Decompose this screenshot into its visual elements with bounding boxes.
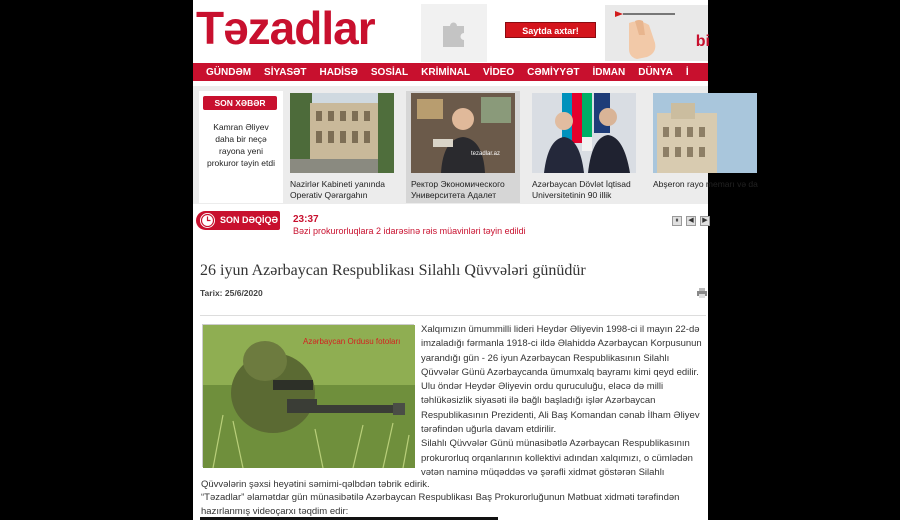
news-card[interactable] <box>648 91 762 203</box>
article-image[interactable] <box>202 324 414 467</box>
article-p3: “Təzadlar” əlamətdar gün münasibətilə Azərbaycan Respublikası Baş Prokurorluğunun Mətbuat xidməti tərəfindən hazırlanmış videoçarxı təqdim edir: <box>201 492 680 517</box>
son-xeber-text[interactable]: Kamran Əliyev daha bir neçə rayona yeni prokuror təyin etdi <box>206 122 276 168</box>
web-page <box>193 0 758 520</box>
news-card[interactable] <box>527 91 641 203</box>
nav-item-cemiyyet[interactable]: CƏMİYYƏT <box>527 66 580 78</box>
svg-text:tezadlar.az: tezadlar.az <box>471 151 501 157</box>
nav-item-idman[interactable]: İDMAN <box>592 66 626 78</box>
building-photo <box>290 93 394 173</box>
article-p2-continued: Qüvvələrin şəxsi heyətini səmimi-qəlbdən təbrik edirik. <box>201 479 430 490</box>
plugin-placeholder <box>421 4 487 62</box>
news-card[interactable] <box>406 91 520 203</box>
ad-text: bi <box>695 33 710 50</box>
pause-icon[interactable]: ⏸ <box>672 216 682 226</box>
nav-item-sosial[interactable]: SOSİAL <box>370 66 409 78</box>
article-title: 26 iyun Azərbaycan Respublikası Silahlı Qüvvələri günüdür <box>200 262 586 279</box>
man-portrait-photo <box>411 93 515 173</box>
news-card[interactable] <box>285 91 399 203</box>
son-deqiqe-badge <box>196 211 280 230</box>
son-deqiqe-ticker <box>196 210 708 236</box>
image-caption-label: Azərbaycan Ordusu fotoları <box>303 337 401 346</box>
nav-item-more[interactable]: İ <box>685 66 689 78</box>
previous-icon[interactable]: ◀ <box>686 216 696 226</box>
puzzle-icon <box>437 16 471 50</box>
nav-item-video[interactable]: VİDEO <box>483 66 515 78</box>
son-xeber-badge: SON XƏBƏR <box>203 96 277 110</box>
news-card-caption[interactable]: Ректор Экономического Университета Адалет <box>411 179 505 200</box>
news-card-caption[interactable]: Abşeron rayo memarı və da <box>653 179 758 189</box>
main-nav <box>193 63 708 81</box>
article-date <box>200 288 263 298</box>
site-logo[interactable]: Təzadlar <box>196 2 375 54</box>
date-label: Tarix: <box>200 288 223 298</box>
nav-item-dunya[interactable]: DÜNYA <box>638 66 673 78</box>
news-card-image[interactable] <box>411 93 515 173</box>
son-xeber-box[interactable] <box>199 91 283 203</box>
print-icon[interactable] <box>696 287 708 299</box>
site-search-button[interactable]: Saytda axtar! <box>505 22 596 38</box>
news-card-caption[interactable]: Nazirlər Kabineti yanında Operativ Qərargahın <box>290 179 385 200</box>
award-ceremony-photo <box>532 93 636 173</box>
news-strip <box>193 86 758 204</box>
news-card-image[interactable] <box>532 93 636 173</box>
date-value: 25/6/2020 <box>224 288 263 298</box>
nav-item-siyaset[interactable]: SİYASƏT <box>264 66 307 78</box>
news-card-caption[interactable]: Azərbaycan Dövlət İqtisad Universitetinin 90 illik <box>532 179 631 200</box>
article-paragraph <box>421 323 708 480</box>
ticker-time: 23:37 <box>293 214 319 225</box>
article-p1: Xalqımızın ümummilli lideri Heydər Əliyevin 1998-ci il mayın 22-də imzaladığı fərmanla 1918-ci ildə Əlahiddə Azərbaycan Korpusunun yarandığı gün - 26 iyun Azərbaycan Respublikasının Silahlı Qüvvələr Günü Azərbaycanda ümumxalq bayramı kimi qeyd edilir. Ulu öndər Heydər Əliyevin ordu quruculuğu, eləcə də milli təhlükəsizlik siyasəti ilə bağlı başladığı işlər Azərbaycan Respublikasının Prezidenti, Ali Baş Komandan cənab İlham Əliyev tərəfindən uğurla davam etdirilir. <box>421 324 702 436</box>
building-photo <box>653 93 757 173</box>
next-icon[interactable]: ▶ <box>700 216 710 226</box>
article-divider <box>200 315 706 316</box>
clock-icon <box>200 213 215 228</box>
ad-banner[interactable] <box>605 5 708 61</box>
nav-item-hadise[interactable]: HADİSƏ <box>319 66 358 78</box>
nav-item-gundem[interactable]: GÜNDƏM <box>206 66 252 78</box>
ticker-headline[interactable]: Bəzi prokurorluqlara 2 idarəsinə rəis müavinləri təyin edildi <box>293 226 526 236</box>
article-p2: Silahlı Qüvvələr Günü münasibətlə Azərbaycan Respublikasının prokurorluq orqanlarının kollektivi adından xalqımızı, o cümlədən vətən naminə müqəddəs və şərəfli xidmət göstərən Silahlı <box>421 438 693 478</box>
news-card-image[interactable] <box>653 93 757 173</box>
nav-item-kriminal[interactable]: KRİMİNAL <box>421 66 471 78</box>
dart-hand-icon <box>605 5 708 61</box>
son-deqiqe-label: SON DƏQİQƏ <box>220 215 279 225</box>
news-card-image[interactable] <box>290 93 394 173</box>
